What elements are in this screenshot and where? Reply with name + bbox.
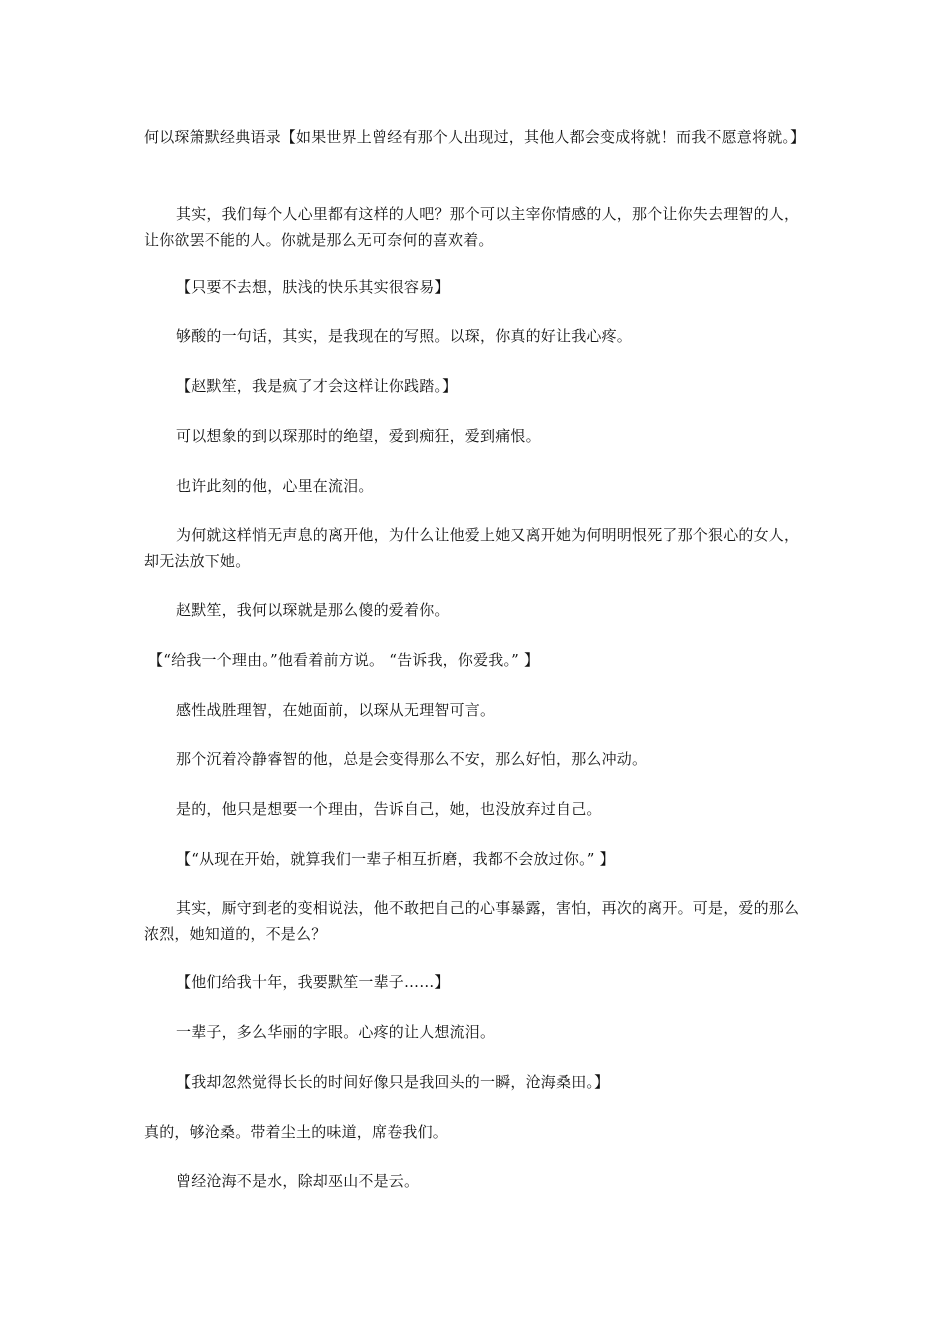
paragraph: 那个沉着冷静睿智的他，总是会变得那么不安，那么好怕，那么冲动。 — [176, 750, 648, 768]
paragraph-title-quote: 何以琛箫默经典语录【如果世界上曾经有那个人出现过，其他人都会变成将就！而我不愿意将就。】 — [144, 128, 806, 146]
paragraph: 可以想象的到以琛那时的绝望，爱到痴狂，爱到痛恨。 — [176, 427, 541, 445]
paragraph: 为何就这样悄无声息的离开他，为什么让他爱上她又离开她为何明明恨死了那个狠心的女人，却无法放下她。 — [144, 526, 800, 570]
paragraph-quote: 【他们给我十年，我要默笙一辈子……】 — [176, 973, 450, 991]
paragraph: 是的，他只是想要一个理由，告诉自己，她，也没放弃过自己。 — [176, 800, 602, 818]
paragraph: 真的，够沧桑。带着尘土的味道，席卷我们。 — [144, 1123, 449, 1141]
paragraph-quote: 【“给我一个理由。”他看着前方说。 “告诉我，你爱我。” 】 — [148, 651, 540, 669]
paragraph: 够酸的一句话，其实，是我现在的写照。以琛，你真的好让我心疼。 — [176, 327, 633, 345]
paragraph-quote: 【我却忽然觉得长长的时间好像只是我回头的一瞬，沧海桑田。】 — [176, 1073, 610, 1091]
paragraph: 其实，厮守到老的变相说法，他不敢把自己的心事暴露，害怕，再次的离开。可是，爱的那么浓烈，她知道的，不是么？ — [144, 899, 800, 943]
paragraph: 感性战胜理智，在她面前，以琛从无理智可言。 — [176, 701, 496, 719]
paragraph-quote: 【赵默笙，我是疯了才会这样让你践踏。】 — [176, 377, 458, 395]
paragraph: 一辈子，多么华丽的字眼。心疼的让人想流泪。 — [176, 1023, 496, 1041]
paragraph: 曾经沧海不是水，除却巫山不是云。 — [176, 1172, 420, 1190]
paragraph: 赵默笙，我何以琛就是那么傻的爱着你。 — [176, 601, 450, 619]
paragraph: 其实，我们每个人心里都有这样的人吧？那个可以主宰你情感的人，那个让你失去理智的人，让你欲罢不能的人。你就是那么无可奈何的喜欢着。 — [144, 205, 800, 249]
paragraph-quote: 【只要不去想，肤浅的快乐其实很容易】 — [176, 278, 450, 296]
paragraph: 也许此刻的他，心里在流泪。 — [176, 477, 374, 495]
paragraph-quote: 【“从现在开始，就算我们一辈子相互折磨，我都不会放过你。” 】 — [176, 850, 615, 868]
